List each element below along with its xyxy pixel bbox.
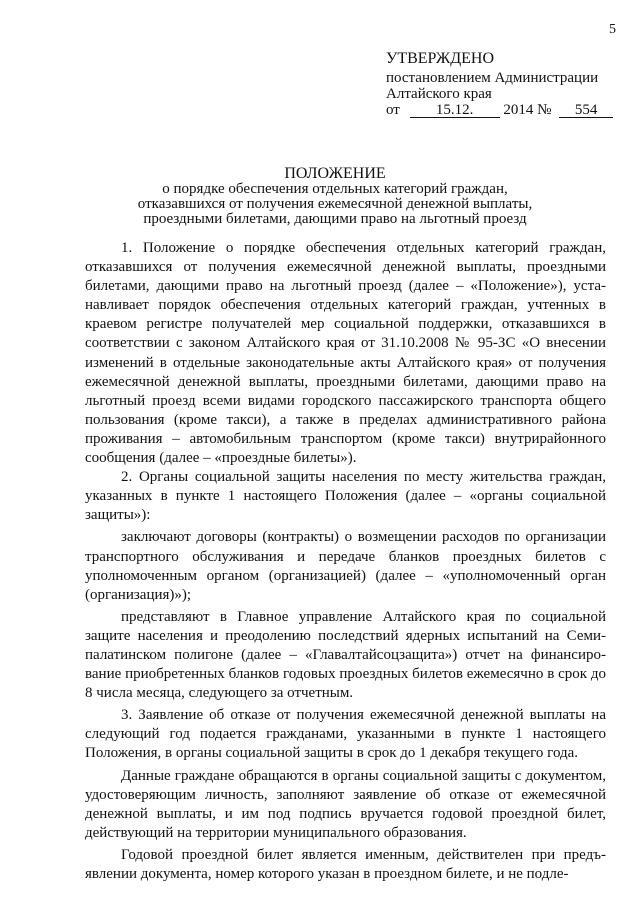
document-title: ПОЛОЖЕНИЕ [284,165,386,182]
document-body [85,239,606,884]
approval-stamp [386,50,636,118]
document-subtitle-line-3: проездными билетами, дающими право на льготный проезд [143,211,527,227]
approval-date-line [386,102,636,118]
approval-year-number-label: 2014 № [503,102,552,118]
paragraph-1: 1. Положение о порядке обеспечения отдельных категорий граждан, отказавшихся от получения ежемесячной денежной выплаты, проездными билетами, дающими право на льготный проезд (далее – «Положение»), устанавливает порядок обеспечения отдельных категорий граждан, учтенных в краевом регистре получателей мер социальной поддержки, отказавшихся в соответствии с законом Алтайского края от 31.10.2008 № 95-ЗС «О внесении изменений в отдельные законодательные акты Алтайского края» от получения ежемесячной денежной выплаты, проездными билетами, дающими право на льготный проезд всеми видами городского пассажирского транспорта общего пользования (кроме такси), а также в пределах административного района проживания – автомобильным транспортом (кроме такси) внутрирайонного сообщения (далее – «проездные билеты»). [85,240,606,467]
paragraph-6: Данные граждане обращаются в органы социальной защиты с документом, удостоверяющим личность, заполняют заявление об отказе от ежемесячной денежной выплаты, и им под подпись вручается годовой проездной билет, действующий на территории муниципального образования. [85,767,606,841]
document-title-block [80,165,590,227]
approval-date-value: 15.12. [410,103,500,118]
document-subtitle-line-2: отказавшихся от получения ежемесячной денежной выплаты, [137,196,533,212]
approval-line-1: постановлением Администрации [386,70,599,86]
approval-date-prefix: от [386,102,400,118]
page-number: 5 [609,22,616,37]
paragraph-4: представляют в Главное управление Алтайского края по социальной защите населения и преодолению последствий ядерных испытаний на Семипалатинском полигоне (далее – «Главалтайсоцзащита») отчет на финансирование приобретенных бланков годовых проездных билетов ежемесячно в срок до 8 числа месяца, следующего за отчетным. [85,608,606,702]
approval-heading: УТВЕРЖДЕНО [386,50,495,67]
paragraph-3: заключают договоры (контракты) о возмещении расходов по организации транспортного обслуживания и передаче бланков проездных билетов с уполномоченным органом (организацией) (далее – «уполномоченный орган (организация)»); [85,529,606,603]
paragraph-5: 3. Заявление об отказе от получения ежемесячной денежной выплаты на следующий год подается гражданами, указанными в пункте 1 настоящего Положения, в органы социальной защиты в срок до 1 декабря текущего года. [85,707,606,762]
approval-line-2: Алтайского края [386,86,492,102]
approval-number-value: 554 [559,103,613,118]
document-subtitle-line-1: о порядке обеспечения отдельных категорий граждан, [162,181,508,197]
paragraph-7: Годовой проездной билет является именным, действителен при предъявлении документа, номер которого указан в проездном билете, и не подле- [85,846,606,882]
paragraph-2: 2. Органы социальной защиты населения по месту жительства граждан, указанных в пункте 1 настоящего Положения (далее – «органы социальной защиты»): [85,469,606,524]
